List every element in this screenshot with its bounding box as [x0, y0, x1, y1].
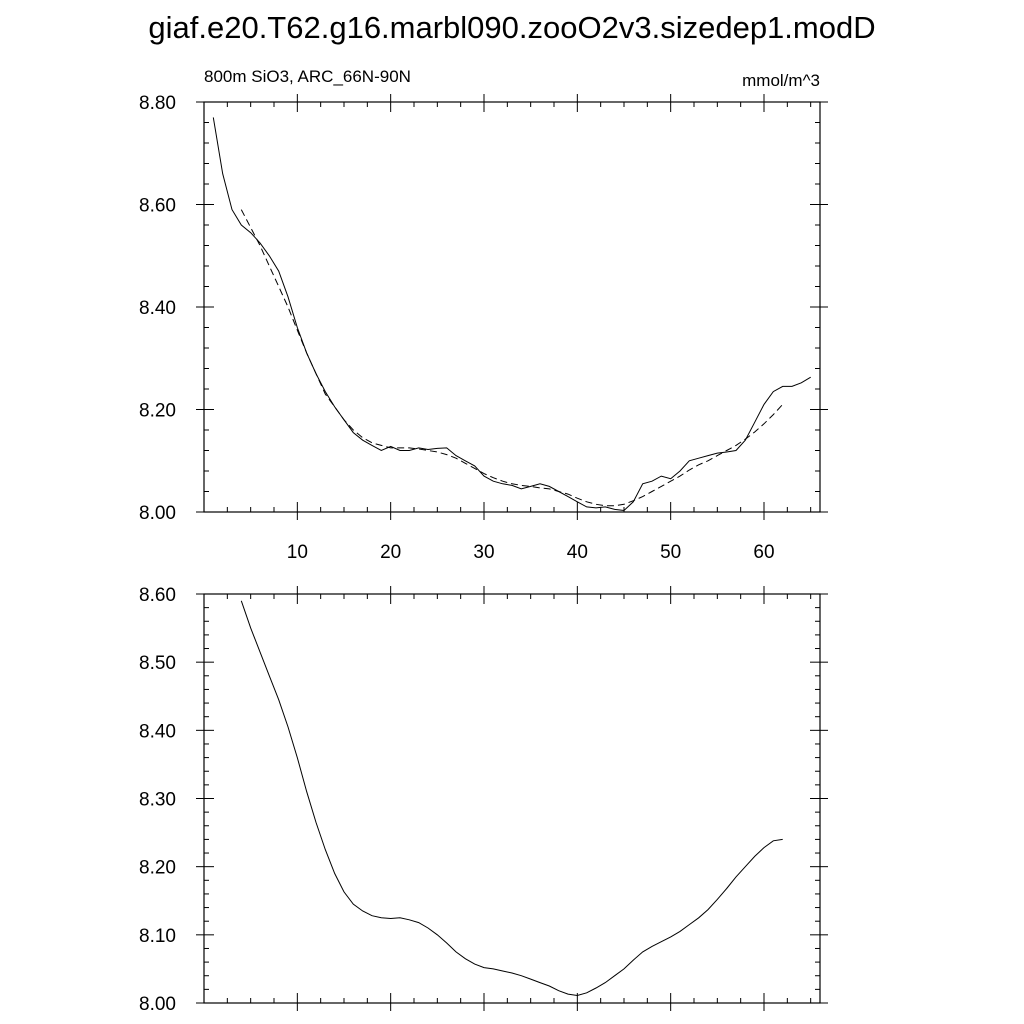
page-title: giaf.e20.T62.g16.marbl090.zooO2v3.sizedep1.modD: [148, 10, 876, 45]
bottom-panel: [139, 585, 828, 1015]
y-tick-label: 8.40: [139, 721, 176, 743]
series-line-dashed: [241, 210, 782, 506]
x-tick-label: 50: [660, 542, 682, 563]
y-tick-label: 8.40: [139, 298, 176, 319]
y-tick-label: 8.20: [139, 400, 176, 422]
y-tick-label: 8.80: [139, 93, 176, 114]
y-tick-label: 8.60: [139, 195, 176, 217]
y-tick-label: 8.30: [139, 789, 176, 811]
x-tick-label: 10: [286, 542, 308, 563]
x-tick-label: 40: [566, 542, 588, 563]
y-tick-label: 8.20: [139, 857, 176, 879]
plot-frame: [204, 594, 820, 1003]
y-tick-label: 8.60: [139, 585, 176, 606]
y-tick-label: 8.10: [139, 925, 176, 947]
chart-units-label: mmol/m^3: [742, 71, 820, 90]
x-tick-label: 60: [753, 542, 775, 563]
series-line-solid: [241, 601, 782, 996]
y-tick-label: 8.00: [139, 994, 176, 1015]
x-tick-label: 30: [473, 542, 495, 563]
y-tick-label: 8.50: [139, 653, 176, 675]
top-panel: [139, 93, 828, 563]
x-tick-label: 20: [380, 542, 402, 563]
chart-subtitle-left: 800m SiO3, ARC_66N-90N: [204, 67, 411, 86]
y-tick-label: 8.00: [139, 503, 176, 524]
series-line-solid: [213, 117, 810, 510]
